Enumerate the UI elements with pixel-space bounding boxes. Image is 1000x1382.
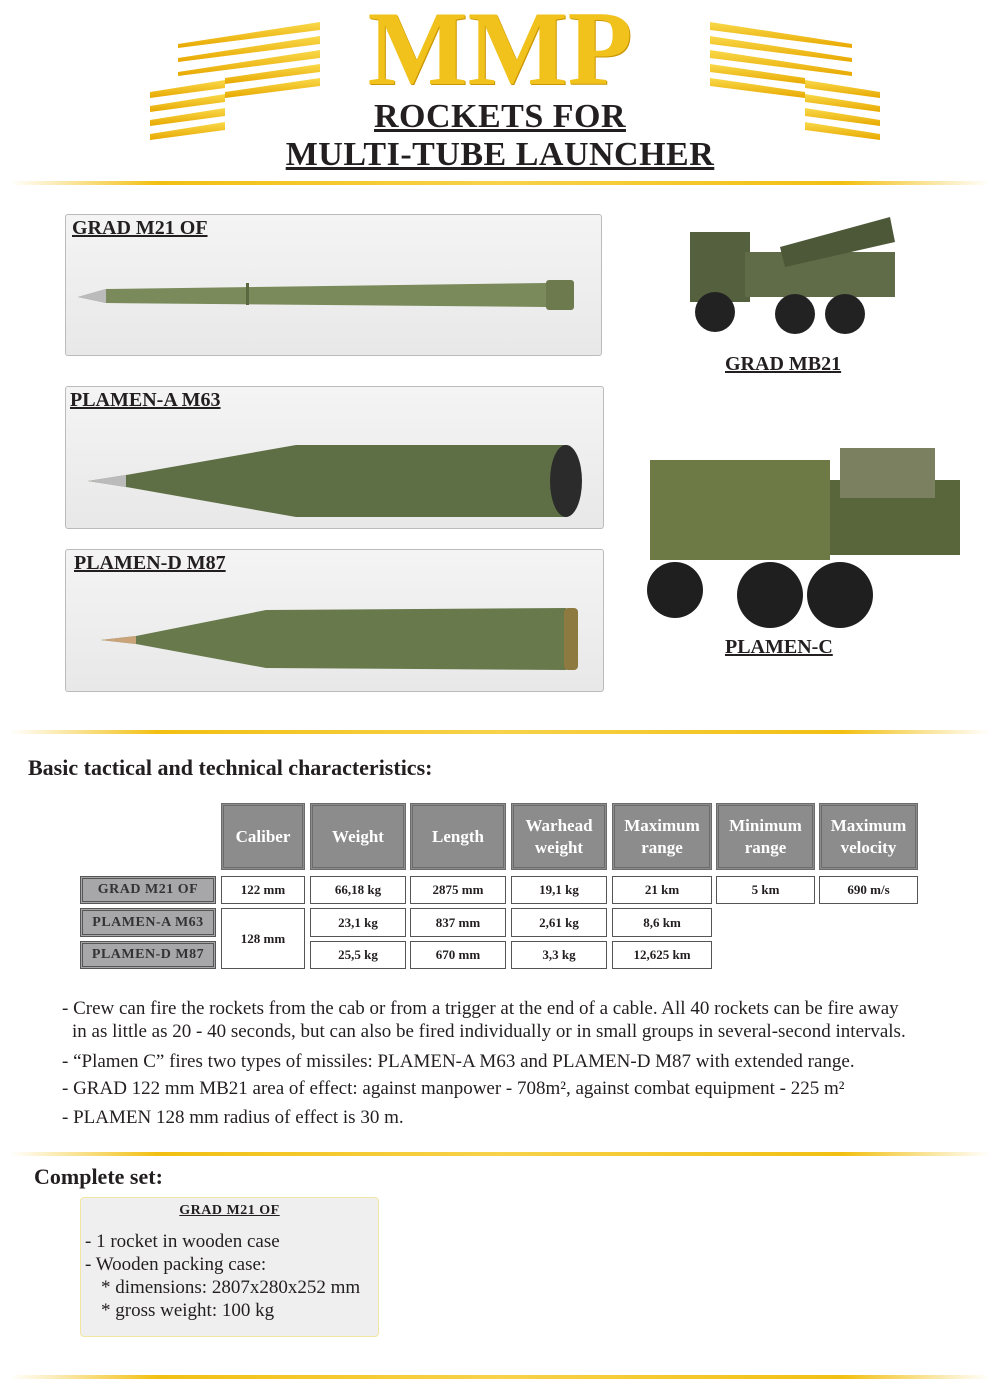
rocket-name: PLAMEN-A M63	[70, 389, 221, 411]
column-header: Minimum range	[716, 803, 815, 870]
section-heading: Basic tactical and technical characteristics:	[28, 755, 433, 780]
row-header: PLAMEN-D M87	[80, 941, 216, 969]
divider	[10, 181, 990, 185]
complete-set-box	[80, 1197, 379, 1337]
table-cell: 66,18 kg	[310, 876, 406, 904]
table-cell: 122 mm	[221, 876, 305, 904]
table-cell: 3,3 kg	[511, 941, 607, 969]
rocket-image	[66, 265, 601, 325]
page-title-line1: ROCKETS FOR	[373, 98, 627, 135]
column-header: Maximum range	[612, 803, 712, 870]
divider	[10, 1375, 990, 1379]
vehicle-name: PLAMEN-C	[725, 636, 833, 658]
table-cell: 128 mm	[221, 908, 305, 969]
column-header: Weight	[310, 803, 406, 870]
note: - PLAMEN 128 mm radius of effect is 30 m.	[62, 1107, 404, 1128]
table-cell: 690 m/s	[819, 876, 918, 904]
set-item: * dimensions: 2807x280x252 mm	[101, 1277, 361, 1298]
table-cell: 12,625 km	[612, 941, 712, 969]
section-heading: Complete set:	[34, 1164, 163, 1189]
note: in as little as 20 - 40 seconds, but can also be fired individually or in small groups in several-second intervals.	[72, 1021, 906, 1042]
vehicle-image-grad-mb21	[685, 212, 910, 342]
table-cell: 2875 mm	[410, 876, 506, 904]
table-cell: 23,1 kg	[310, 908, 406, 937]
rocket-name: PLAMEN-D M87	[74, 552, 226, 574]
rocket-image	[66, 437, 603, 527]
logo: MMP	[367, 0, 633, 107]
vehicle-image-plamen-c	[640, 440, 965, 635]
table-cell: 21 km	[612, 876, 712, 904]
set-item: * gross weight: 100 kg	[101, 1300, 275, 1321]
rocket-card-grad	[65, 214, 602, 356]
column-header: Caliber	[221, 803, 305, 870]
divider	[10, 1152, 990, 1156]
table-cell: 837 mm	[410, 908, 506, 937]
rocket-card-plamen-d	[65, 549, 604, 692]
column-header: Maximum velocity	[819, 803, 918, 870]
column-header: Length	[410, 803, 506, 870]
row-header: GRAD M21 OF	[80, 876, 216, 904]
page-title-line2: MULTI-TUBE LAUNCHER	[285, 136, 715, 173]
note: - “Plamen C” fires two types of missiles: PLAMEN-A M63 and PLAMEN-D M87 with extended range.	[62, 1051, 855, 1072]
rocket-name: GRAD M21 OF	[72, 217, 208, 239]
divider	[10, 730, 990, 734]
row-header: PLAMEN-A M63	[80, 908, 216, 937]
rocket-card-plamen-a	[65, 386, 604, 529]
column-header: Warhead weight	[511, 803, 607, 870]
table-cell: 670 mm	[410, 941, 506, 969]
note: - Crew can fire the rockets from the cab or from a trigger at the end of a cable. All 40 rockets can be fire away	[62, 998, 899, 1019]
rocket-image	[66, 600, 603, 680]
table-cell: 8,6 km	[612, 908, 712, 937]
complete-set-title: GRAD M21 OF	[179, 1203, 280, 1218]
table-cell: 5 km	[716, 876, 815, 904]
set-item: - 1 rocket in wooden case	[85, 1231, 280, 1252]
table-cell: 19,1 kg	[511, 876, 607, 904]
set-item: - Wooden packing case:	[85, 1254, 267, 1275]
vehicle-name: GRAD MB21	[725, 353, 842, 375]
note: - GRAD 122 mm MB21 area of effect: against manpower - 708m², against combat equipment - 225 m²	[62, 1078, 845, 1099]
table-cell: 25,5 kg	[310, 941, 406, 969]
table-cell: 2,61 kg	[511, 908, 607, 937]
